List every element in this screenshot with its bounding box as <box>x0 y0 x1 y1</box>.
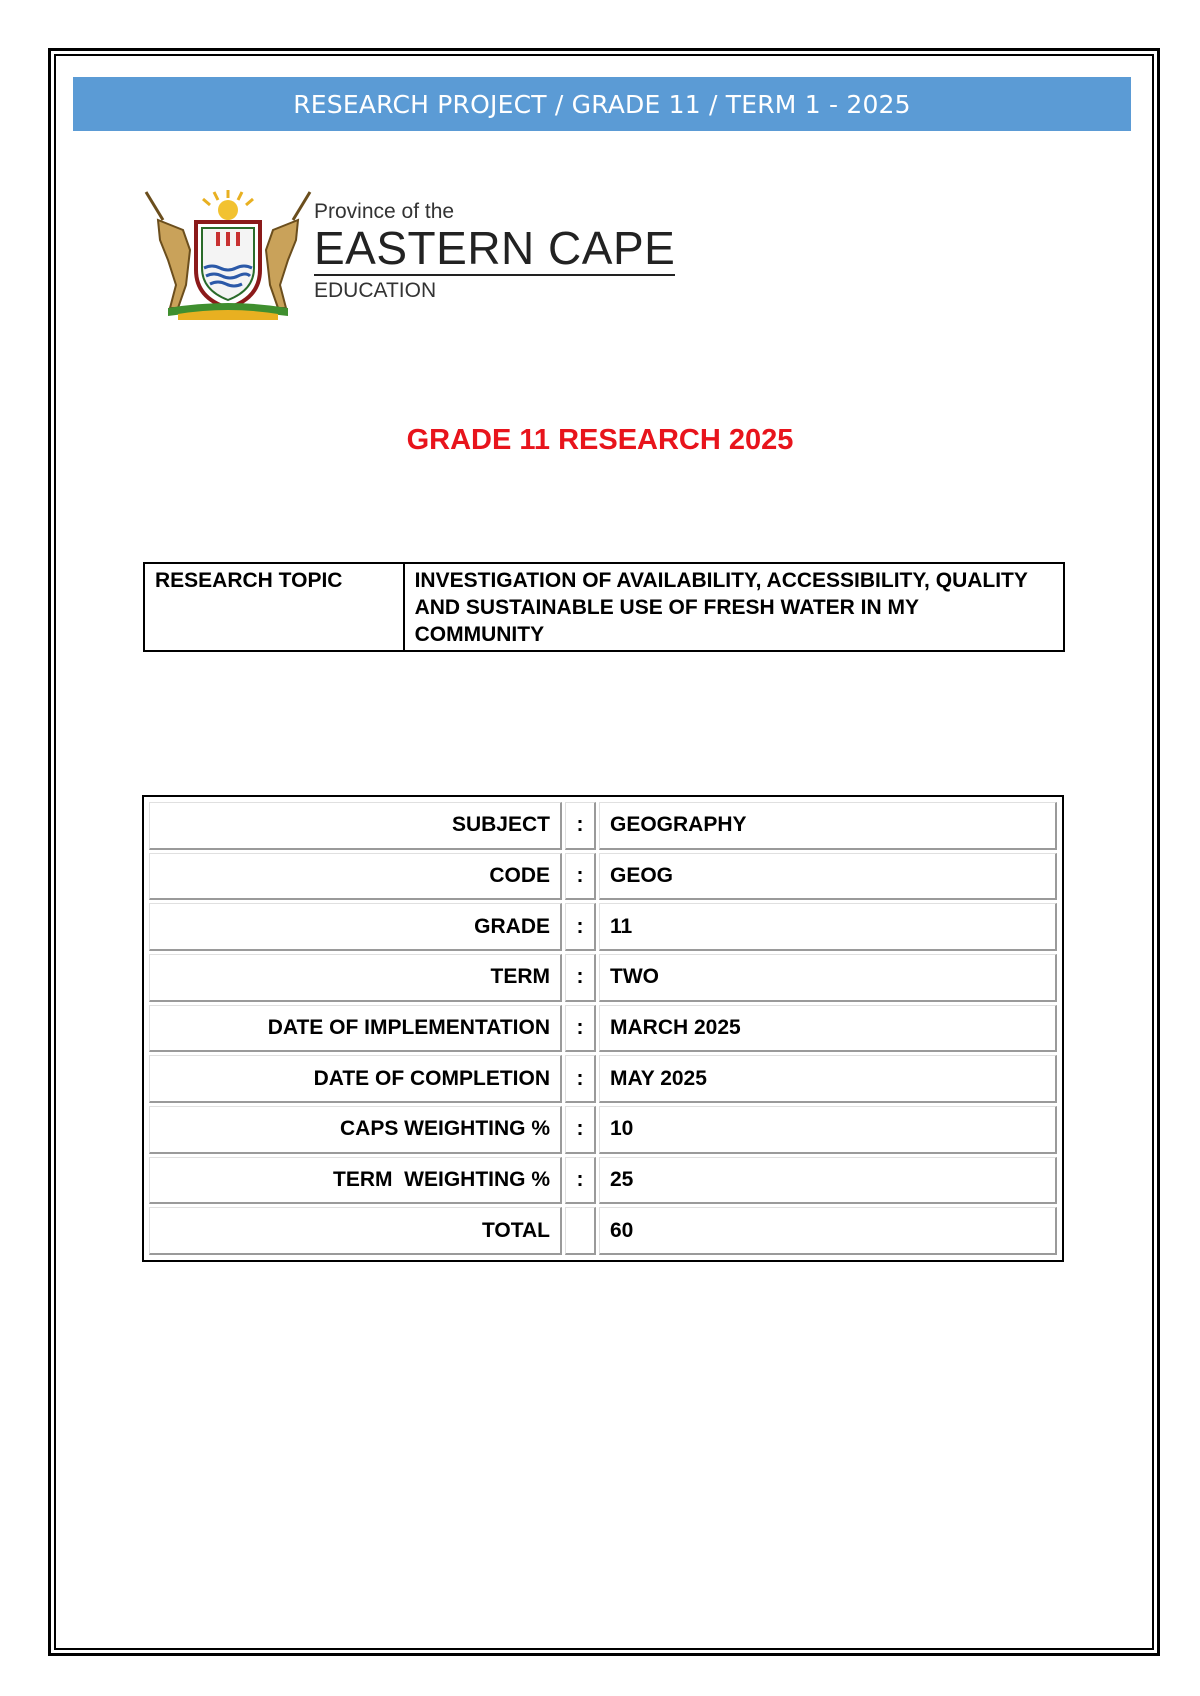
info-separator: : <box>565 1157 596 1205</box>
research-topic-value: INVESTIGATION OF AVAILABILITY, ACCESSIBILITY, QUALITY AND SUSTAINABLE USE OF FRESH WATER IN MY COMMUNITY <box>404 563 1064 651</box>
table-row <box>149 1055 1057 1103</box>
info-value-code: GEOG <box>599 853 1057 901</box>
info-label-term-weighting: TERM WEIGHTING % <box>149 1157 562 1205</box>
document-title: GRADE 11 RESEARCH 2025 <box>406 424 794 456</box>
info-separator: : <box>565 802 596 850</box>
department-logo <box>138 190 678 320</box>
table-row <box>149 954 1057 1002</box>
coat-of-arms-icon <box>138 190 318 320</box>
info-separator: : <box>565 1106 596 1154</box>
info-label-date-of-completion: DATE OF COMPLETION <box>149 1055 562 1103</box>
info-label-caps-weighting: CAPS WEIGHTING % <box>149 1106 562 1154</box>
info-label-term: TERM <box>149 954 562 1002</box>
logo-education-text: EDUCATION <box>314 279 437 302</box>
table-row <box>149 802 1057 850</box>
info-label-grade: GRADE <box>149 903 562 951</box>
info-value-caps-weighting: 10 <box>599 1106 1057 1154</box>
table-row <box>149 1005 1057 1053</box>
info-separator: : <box>565 1005 596 1053</box>
info-value-date-of-completion: MAY 2025 <box>599 1055 1057 1103</box>
table-row <box>149 903 1057 951</box>
info-value-term: TWO <box>599 954 1057 1002</box>
research-topic-row <box>144 563 1064 651</box>
info-separator <box>565 1207 596 1255</box>
info-label-total: TOTAL <box>149 1207 562 1255</box>
info-label-date-of-implementation: DATE OF IMPLEMENTATION <box>149 1005 562 1053</box>
info-value-grade: 11 <box>599 903 1057 951</box>
info-label-code: CODE <box>149 853 562 901</box>
logo-province-text: Province of the <box>314 200 455 223</box>
subject-info-table <box>142 795 1064 1262</box>
table-row <box>149 853 1057 901</box>
info-value-total: 60 <box>599 1207 1057 1255</box>
header-banner: RESEARCH PROJECT / GRADE 11 / TERM 1 - 2025 <box>73 77 1131 131</box>
table-row <box>149 1157 1057 1205</box>
info-value-term-weighting: 25 <box>599 1157 1057 1205</box>
info-separator: : <box>565 853 596 901</box>
table-row <box>149 1207 1057 1255</box>
info-value-date-of-implementation: MARCH 2025 <box>599 1005 1057 1053</box>
research-topic-table <box>143 562 1065 652</box>
info-label-subject: SUBJECT <box>149 802 562 850</box>
info-separator: : <box>565 1055 596 1103</box>
logo-eastern-cape-text: EASTERN CAPE <box>314 222 676 274</box>
info-separator: : <box>565 954 596 1002</box>
table-row <box>149 1106 1057 1154</box>
info-separator: : <box>565 903 596 951</box>
info-value-subject: GEOGRAPHY <box>599 802 1057 850</box>
research-topic-label: RESEARCH TOPIC <box>144 563 404 651</box>
